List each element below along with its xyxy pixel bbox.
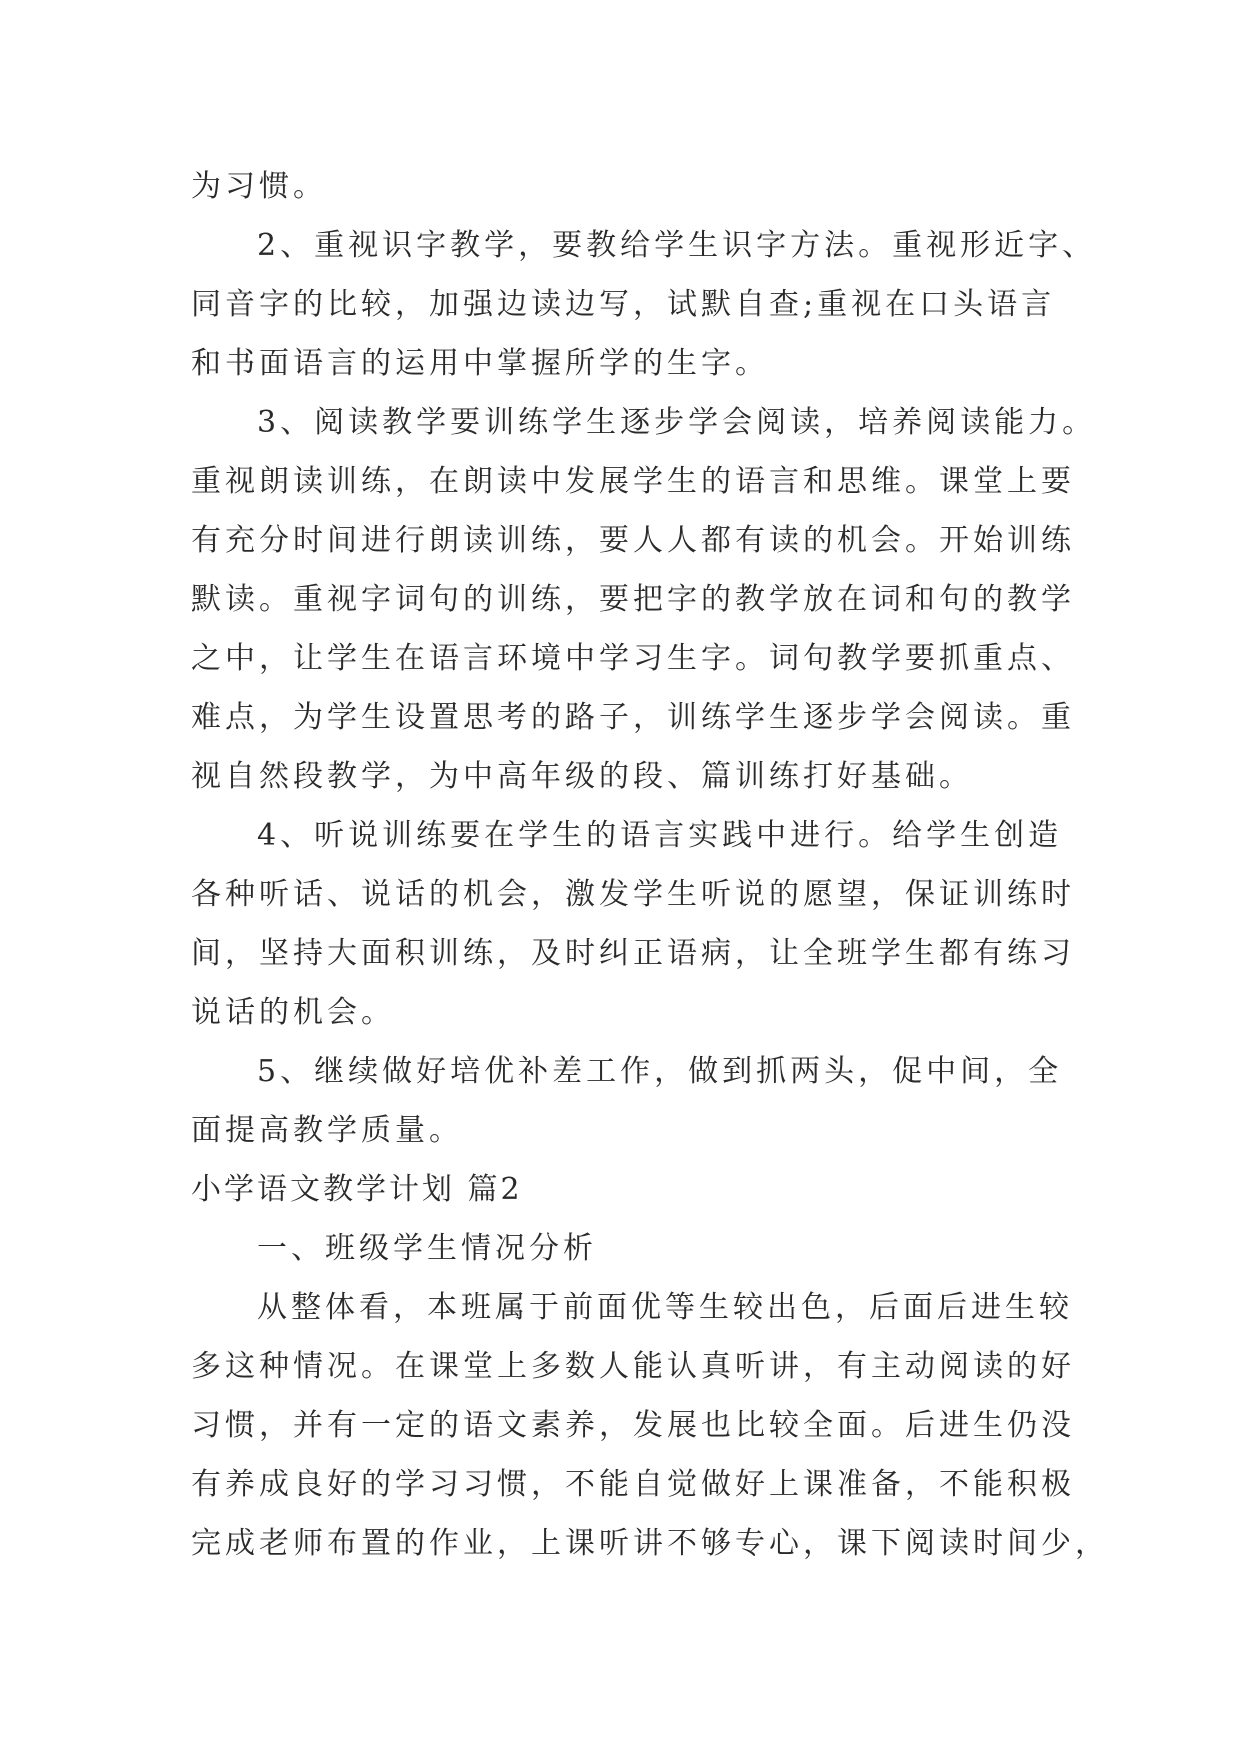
text-line: 面提高教学质量。 xyxy=(191,1113,463,1148)
text-line: 2、重视识字教学，要教给学生识字方法。重视形近字、 xyxy=(257,228,1097,263)
text-line: 从整体看，本班属于前面优等生较出色，后面后进生较 xyxy=(257,1290,1073,1325)
text-line: 视自然段教学，为中高年级的段、篇训练打好基础。 xyxy=(191,759,973,794)
text-line: 默读。重视字词句的训练，要把字的教学放在词和句的教学 xyxy=(191,582,1075,617)
text-line: 和书面语言的运用中掌握所学的生字。 xyxy=(191,346,769,381)
document-body xyxy=(191,157,1109,1573)
text-line: 说话的机会。 xyxy=(191,995,395,1030)
text-line: 为习惯。 xyxy=(191,169,327,204)
text-line: 有养成良好的学习习惯，不能自觉做好上课准备，不能积极 xyxy=(191,1467,1075,1502)
text-line: 习惯，并有一定的语文素养，发展也比较全面。后进生仍没 xyxy=(191,1408,1075,1443)
text-line: 难点，为学生设置思考的路子，训练学生逐步学会阅读。重 xyxy=(191,700,1075,735)
text-line: 同音字的比较，加强边读边写，试默自查;重视在口头语言 xyxy=(191,287,1056,322)
text-line: 之中，让学生在语言环境中学习生字。词句教学要抓重点、 xyxy=(191,641,1075,676)
text-line: 完成老师布置的作业，上课听讲不够专心，课下阅读时间少， xyxy=(191,1526,1109,1561)
text-line: 多这种情况。在课堂上多数人能认真听讲，有主动阅读的好 xyxy=(191,1349,1075,1384)
text-line: 一、班级学生情况分析 xyxy=(257,1231,597,1266)
section-heading: 小学语文教学计划 篇2 xyxy=(191,1172,523,1207)
text-line: 重视朗读训练，在朗读中发展学生的语言和思维。课堂上要 xyxy=(191,464,1075,499)
text-line: 3、阅读教学要训练学生逐步学会阅读，培养阅读能力。 xyxy=(257,405,1097,440)
text-line: 有充分时间进行朗读训练，要人人都有读的机会。开始训练 xyxy=(191,523,1075,558)
text-line: 4、听说训练要在学生的语言实践中进行。给学生创造 xyxy=(257,818,1063,853)
text-line: 间，坚持大面积训练，及时纠正语病，让全班学生都有练习 xyxy=(191,936,1075,971)
text-line: 5、继续做好培优补差工作，做到抓两头，促中间，全 xyxy=(257,1054,1063,1089)
text-line: 各种听话、说话的机会，激发学生听说的愿望，保证训练时 xyxy=(191,877,1075,912)
